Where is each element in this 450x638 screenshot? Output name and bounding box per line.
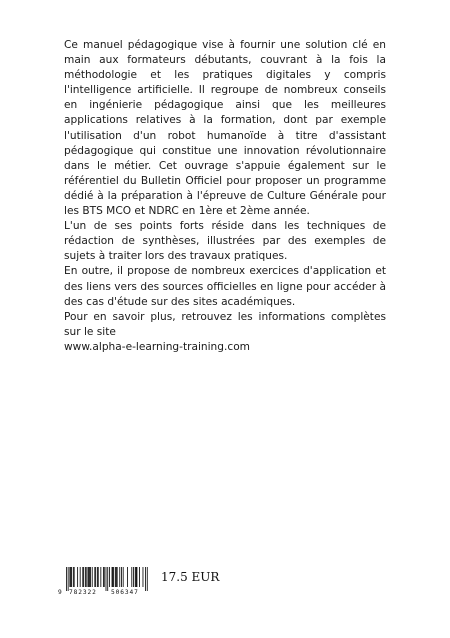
- barcode-bars: [58, 567, 153, 591]
- barcode-guard-bar: [106, 567, 107, 591]
- barcode-bar: [77, 567, 78, 587]
- blurb-paragraph-exercises: En outre, il propose de nombreux exercices d'application et des liens vers des sources officielles en ligne pour accéder à des cas d'étude sur des sites académiques.: [64, 265, 386, 308]
- barcode-bar: [86, 567, 87, 587]
- barcode-right-digits: 506347: [111, 589, 139, 596]
- barcode-bar: [137, 567, 138, 587]
- barcode-bar: [119, 567, 120, 587]
- barcode-bar: [103, 567, 104, 587]
- barcode-bar: [116, 567, 117, 587]
- barcode-bar: [88, 567, 89, 587]
- barcode-bar: [80, 567, 81, 587]
- barcode-bar: [115, 567, 116, 587]
- barcode-bar: [133, 567, 134, 587]
- barcode-guard-bar: [66, 567, 67, 591]
- barcode-guard-bar: [107, 567, 108, 591]
- blurb-paragraph-intro: Ce manuel pédagogique vise à fournir une solution clé en main aux formateurs débutants, couvrant à la fois la méthodologie et les pratiques digitales y compris l'intelligence artificielle. Il regroupe de nombreux conseils en ingénierie pédagogique ainsi que les meilleures applications relatives à la formation, dont par exemple l'utilisation d'un robot humanoïde à titre d'assistant pédagogique qui constitue une innovation révolutionnaire dans le métier. Cet ouvrage s'appuie également sur le référentiel du Bulletin Officiel pour proposer un programme dédié à la préparation à l'épreuve de Culture Générale pour les BTS MCO et NDRC en 1ère et 2ème année.: [64, 39, 386, 218]
- barcode-bar: [113, 567, 114, 587]
- barcode-bar: [127, 567, 128, 587]
- blurb-website: www.alpha-e-learning-training.com: [64, 340, 250, 353]
- barcode-left-digits: 782322: [69, 589, 97, 596]
- barcode-bar: [131, 567, 132, 587]
- barcode-bar: [112, 567, 113, 587]
- barcode-bar: [109, 567, 110, 587]
- back-cover-blurb: [64, 38, 386, 355]
- barcode-bar: [74, 567, 75, 587]
- barcode-bar: [97, 567, 98, 587]
- barcode-guard-bar: [68, 567, 69, 591]
- barcode-bar: [90, 567, 91, 587]
- barcode-bar: [73, 567, 74, 587]
- barcode-bar: [92, 567, 93, 587]
- barcode-guard-bar: [147, 567, 148, 591]
- blurb-paragraph-strengths: L'un de ses points forts réside dans les techniques de rédaction de synthèses, illustrées par des exemples de sujets à traiter lors des travaux pratiques.: [64, 220, 386, 263]
- barcode-bar: [143, 567, 144, 587]
- barcode-bar: [98, 567, 99, 587]
- barcode-bar: [100, 567, 101, 587]
- barcode-bar: [121, 567, 122, 587]
- barcode-bar: [117, 567, 118, 587]
- barcode-bar: [85, 567, 86, 587]
- barcode-bar: [88, 567, 89, 587]
- blurb-paragraph-more-info: Pour en savoir plus, retrouvez les informations complètes sur le site: [64, 310, 386, 338]
- barcode-bar: [69, 567, 70, 587]
- barcode-guard-bar: [145, 567, 146, 591]
- barcode-bar: [89, 567, 90, 587]
- isbn-barcode: [58, 567, 153, 597]
- barcode-bar: [136, 567, 137, 587]
- price-label: 17.5 EUR: [161, 570, 220, 584]
- barcode-bar: [104, 567, 105, 587]
- barcode-bar: [82, 567, 83, 587]
- barcode-first-digit: 9: [58, 589, 63, 596]
- barcode-bar: [70, 567, 71, 587]
- barcode-bar: [135, 567, 136, 587]
- barcode-bar: [83, 567, 84, 587]
- barcode-bar: [112, 567, 113, 587]
- barcode-bar: [123, 567, 124, 587]
- barcode-bar: [139, 567, 140, 587]
- barcode-bar: [71, 567, 72, 587]
- barcode-bar: [94, 567, 95, 587]
- barcode-bar: [95, 567, 96, 587]
